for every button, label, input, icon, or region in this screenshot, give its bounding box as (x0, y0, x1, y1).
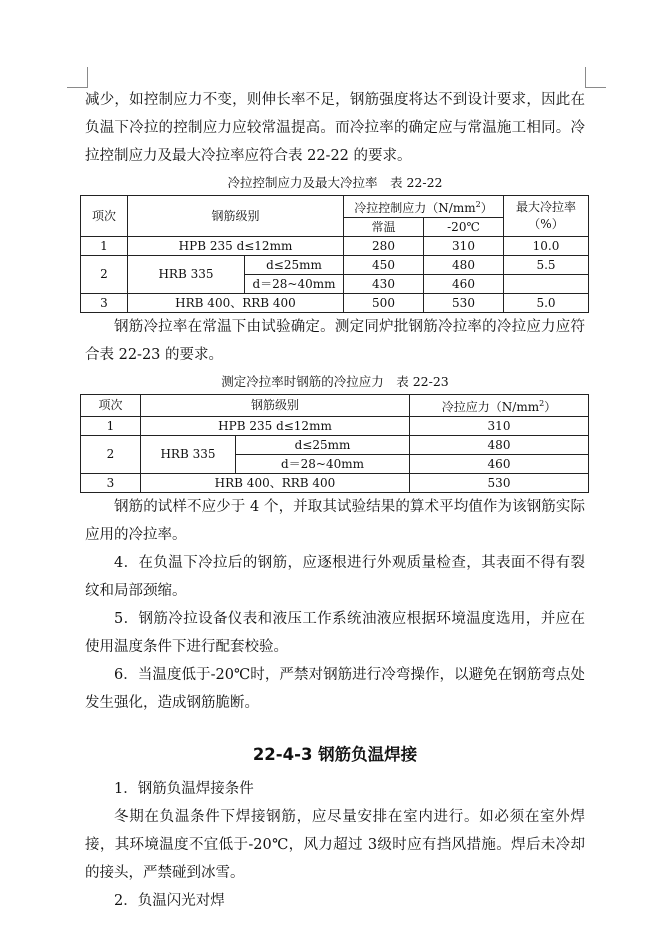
table-caption: 测定冷拉率时钢筋的冷拉应力 表 22-23 (221, 374, 449, 389)
table-header: 钢筋级别 (128, 196, 344, 237)
paragraph: 4．在负温下冷拉后的钢筋，应逐根进行外观质量检查，其表面不得有裂纹和局部颈缩。 (85, 555, 585, 599)
table-row: d＝28~40mm 430 460 (81, 275, 589, 294)
cold-drawing-rate-stress-table (80, 394, 589, 493)
page-corner-mark-left (67, 67, 88, 88)
table-header: 最大冷拉率 （%） (504, 196, 589, 237)
page-corner-mark-right (585, 67, 606, 88)
table-row: 2 HRB 335 d≤25mm 450 480 5.5 (81, 256, 589, 275)
table-row: 2 HRB 335 d≤25mm 480 (81, 436, 589, 455)
table-row: 1 HPB 235 d≤12mm 280 310 10.0 (81, 237, 589, 256)
subheading: 1．钢筋负温焊接条件 (114, 781, 254, 797)
table-row: 3 HRB 400、RRB 400 500 530 5.0 (81, 294, 589, 313)
paragraph: 钢筋的试样不应少于 4 个，并取其试验结果的算术平均值作为该钢筋实际应用的冷拉率。 (85, 499, 585, 543)
table-row: 3 HRB 400、RRB 400 530 (81, 474, 589, 493)
table-header: 钢筋级别 (141, 395, 410, 417)
table-header: 冷拉应力$(N/mm^2)$ (410, 395, 589, 417)
table-header: 常温 (344, 218, 424, 237)
table-header: 项次 (81, 395, 141, 417)
table-row: d＝28~40mm 460 (81, 455, 589, 474)
table-header: 冷拉控制应力$(N/mm^2)$ (344, 196, 504, 218)
paragraph: 冬期在负温条件下焊接钢筋，应尽量安排在室内进行。如必须在室外焊接，其环境温度不宜低于-20℃，风力超过 3级时应有挡风措施。焊后未冷却的接头，严禁碰到冰雪。 (85, 809, 585, 881)
subheading: 2．负温闪光对焊 (114, 893, 225, 909)
cold-drawing-stress-table (80, 195, 589, 313)
table-row: 1 HPB 235 d≤12mm 310 (81, 417, 589, 436)
paragraph: 钢筋冷拉率在常温下由试验确定。测定同炉批钢筋冷拉率的冷拉应力应符合表 22-23 的要求。 (85, 319, 585, 363)
table-header: -20℃ (424, 218, 504, 237)
page-content (85, 86, 585, 915)
table-caption: 冷拉控制应力及最大冷拉率 表 22-22 (227, 175, 443, 190)
paragraph: 减少，如控制应力不变，则伸长率不足，钢筋强度将达不到设计要求，因此在负温下冷拉的控制应力应较常温提高。而冷拉率的确定应与常温施工相同。冷拉控制应力及最大冷拉率应符合表 22-22 的要求。 (85, 92, 585, 164)
section-title: 22-4-3 钢筋负温焊接 (252, 745, 418, 764)
paragraph: 6．当温度低于-20℃时，严禁对钢筋进行冷弯操作，以避免在钢筋弯点处发生强化，造成钢筋脆断。 (85, 667, 585, 711)
paragraph: 5．钢筋冷拉设备仪表和液压工作系统油液应根据环境温度选用，并应在使用温度条件下进行配套校验。 (85, 611, 585, 655)
table-header: 项次 (81, 196, 128, 237)
